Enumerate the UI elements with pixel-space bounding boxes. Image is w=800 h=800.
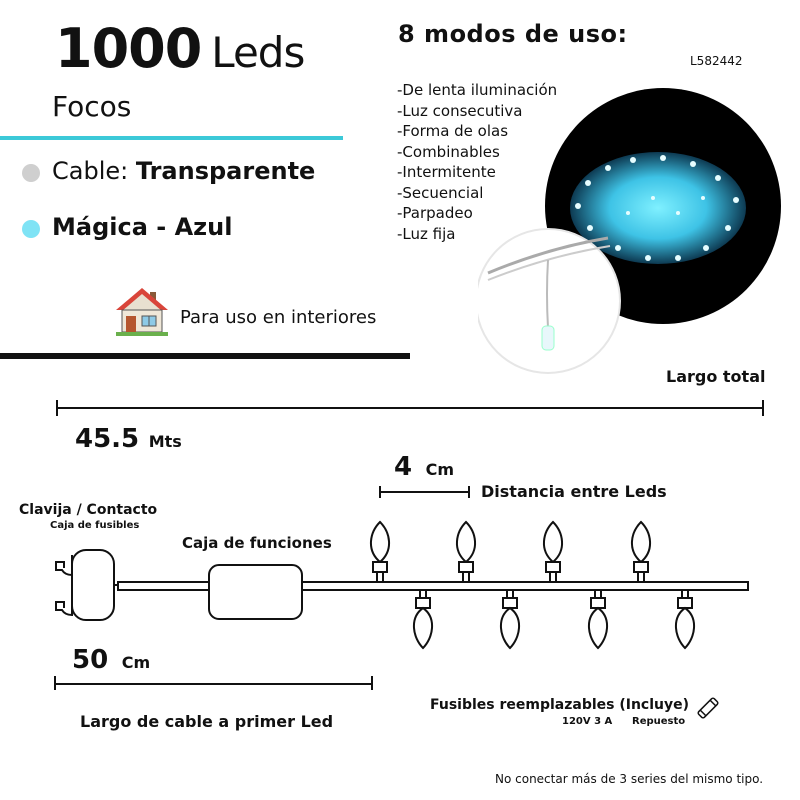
plug-label: Clavija / Contacto [19,502,158,518]
footer-warning: No conectar más de 3 series del mismo tipo. [495,772,764,786]
fuse-box-label: Caja de fusibles [50,520,140,531]
mode-item: -Forma de olas [397,122,509,140]
mode-item: -Parpadeo [397,204,473,222]
cable-color-dot [22,164,40,182]
product-subtitle: Focos [52,90,132,123]
mode-item: -Luz consecutiva [397,101,523,120]
lead-length-dimension [55,676,372,690]
mode-item: -Combinables [397,142,500,161]
spacing-label: Distancia entre Leds [481,482,667,501]
cable-label: Cable: [52,157,129,185]
cable-spec [52,157,315,185]
spacing-dimension [380,486,469,498]
lead-value: 50 Cm [72,645,151,675]
cable-value: Transparente [135,157,316,185]
product-sku: L582442 [690,54,743,68]
light-color-value: Mágica - Azul [52,213,233,241]
accent-divider [0,136,343,140]
product-photo [478,88,800,388]
spacing-value: 4 Cm [394,452,455,482]
mode-item: -De lenta iluminación [397,81,558,99]
fuse-icon [694,694,722,722]
light-color-spec [52,213,232,241]
fuse-rating: 120V 3 A [562,716,613,727]
function-box-label: Caja de funciones [182,534,332,552]
product-title [55,17,305,80]
modes-title: 8 modos de uso: [398,20,628,48]
house-icon [114,284,170,340]
led-lower [414,590,694,648]
led-count: 1000 [55,17,202,80]
total-length-value: 45.5 Mts [75,424,182,454]
total-length-label: Largo total [666,367,766,386]
section-divider [0,353,410,359]
usage-text: Para uso en interiores [180,307,377,328]
light-color-dot [22,220,40,238]
fuses-label: Fusibles reemplazables (Incluye) [430,697,690,713]
fuse-spare-label: Repuesto [632,716,686,727]
mode-item: -Secuencial [397,183,484,202]
led-upper [371,522,650,582]
lead-label: Largo de cable a primer Led [80,712,334,731]
led-count-suffix: Leds [211,28,305,77]
mode-item: -Luz fija [397,224,456,243]
total-length-dimension [57,400,763,416]
mode-item: -Intermitente [397,163,496,181]
plug-icon [56,550,118,620]
function-box [209,565,302,619]
